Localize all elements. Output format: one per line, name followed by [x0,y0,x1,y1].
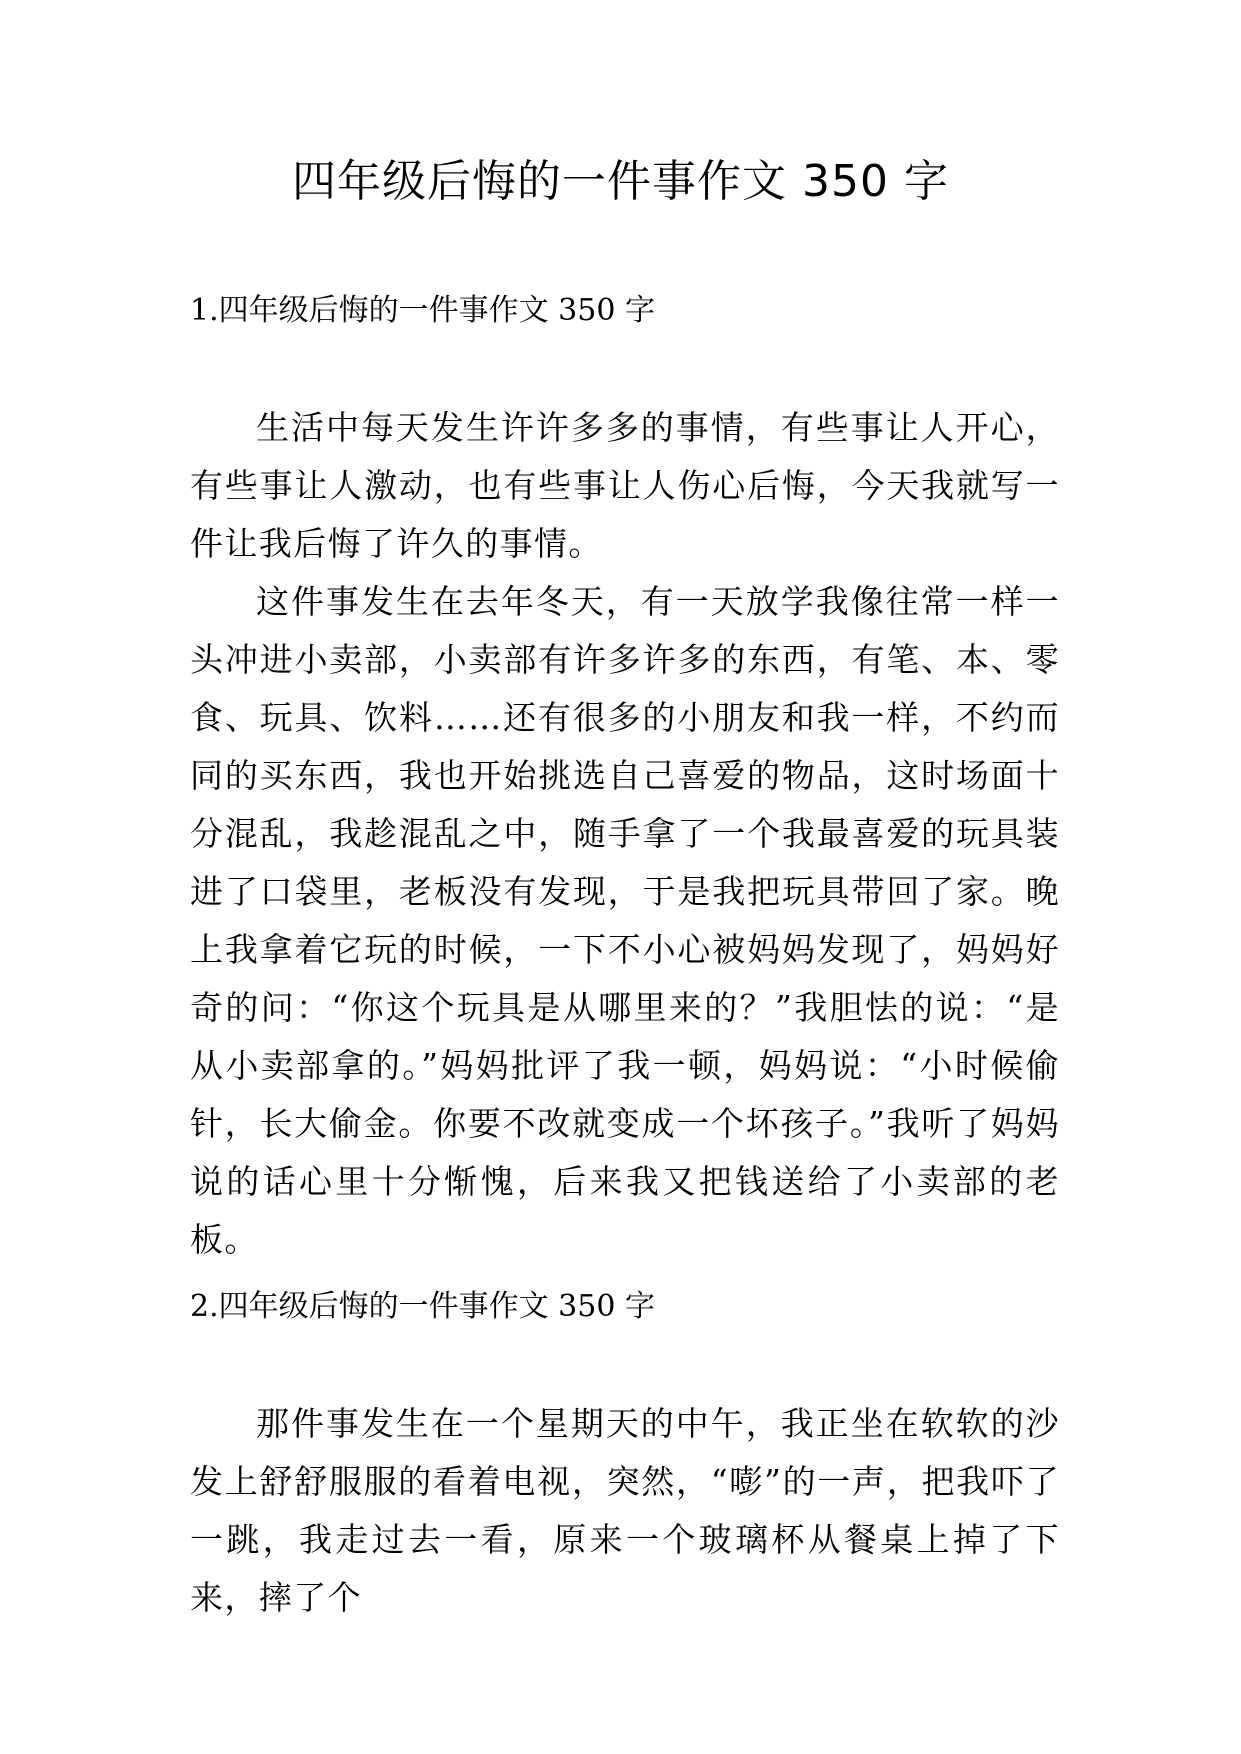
section-body-1 [190,399,1060,1269]
section-heading-1: 1.四年级后悔的一件事作文 350 字 [190,293,655,328]
paragraph: 生活中每天发生许许多多的事情，有些事让人开心，有些事让人激动，也有些事让人伤心后悔，今天我就写一件让我后悔了许久的事情。 [190,408,1060,563]
section-heading-2: 2.四年级后悔的一件事作文 350 字 [190,1289,655,1324]
document-title: 四年级后悔的一件事作文 350 字 [292,156,949,207]
paragraph: 这件事发生在去年冬天，有一天放学我像往常一样一头冲进小卖部，小卖部有许多许多的东西，有笔、本、零食、玩具、饮料……还有很多的小朋友和我一样，不约而同的买东西，我也开始挑选自己喜爱的物品，这时场面十分混乱，我趁混乱之中，随手拿了一个我最喜爱的玩具装进了口袋里，老板没有发现，于是我把玩具带回了家。晚上我拿着它玩的时候，一下不小心被妈妈发现了，妈妈好奇的问：“你这个玩具是从哪里来的？”我胆怯的说：“是从小卖部拿的。”妈妈批评了我一顿，妈妈说：“小时候偷针，长大偷金。你要不改就变成一个坏孩子。”我听了妈妈说的话心里十分惭愧，后来我又把钱送给了小卖部的老板。 [190,582,1060,1259]
paragraph: 那件事发生在一个星期天的中午，我正坐在软软的沙发上舒舒服服的看着电视，突然，“嘭”的一声，把我吓了一跳，我走过去一看，原来一个玻璃杯从餐桌上掉了下来，摔了个 [190,1404,1060,1617]
section-body-2 [190,1395,1060,1627]
